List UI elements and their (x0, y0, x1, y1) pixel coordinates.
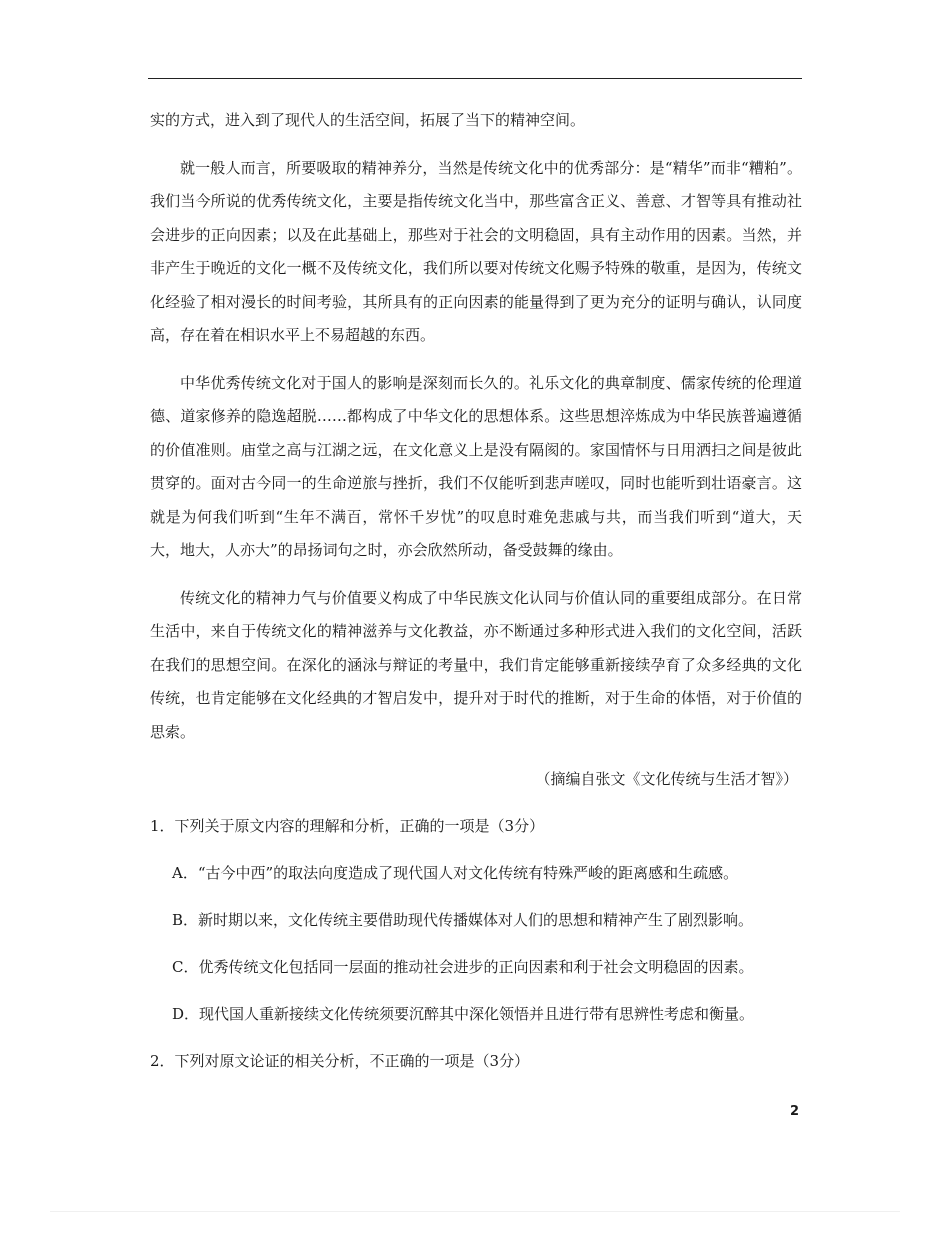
question-1-option-c: C．优秀传统文化包括同一层面的推动社会进步的正向因素和利于社会文明稳固的因素。 (172, 958, 754, 976)
page-number: 2 (790, 1104, 800, 1119)
source-citation: （摘编自张文《文化传统与生活才智》） (535, 770, 798, 788)
paragraph-identity: 传统文化的精神力气与价值要义构成了中华民族文化认同与价值认同的重要组成部分。在日常生活中，来自于传统文化的精神滋养与文化教益，亦不断通过多种形式进入我们的文化空间，活跃在我们的思想空间。在深化的涵泳与辩证的考量中，我们肯定能够重新接续孕育了众多经典的文化传统，也肯定能够在文化经典的才智启发中，提升对于时代的推断，对于生命的体悟，对于价值的思索。 (150, 588, 802, 741)
paragraph-influence: 中华优秀传统文化对于国人的影响是深刻而长久的。礼乐文化的典章制度、儒家传统的伦理道德、道家修养的隐逸超脱……都构成了中华文化的思想体系。这些思想淬炼成为中华民族普遍遵循的价值准则。庙堂之高与江湖之远，在文化意义上是没有隔阂的。家国情怀与日用洒扫之间是彼此贯穿的。面对古今同一的生命逆旅与挫折，我们不仅能听到悲声嗟叹，同时也能听到壮语豪言。这就是为何我们听到“生年不满百，常怀千岁忧”的叹息时难免悲戚与共，而当我们听到“道大，天大，地大，人亦大”的昂扬词句之时，亦会欣然所动，备受鼓舞的缘由。 (150, 373, 802, 559)
question-1-stem: 1．下列关于原文内容的理解和分析，正确的一项是（3分） (150, 817, 545, 835)
question-2-stem: 2．下列对原文论证的相关分析，不正确的一项是（3分） (150, 1052, 530, 1070)
footer-rule (50, 1211, 900, 1212)
paragraph-continued: 实的方式，进入到了现代人的生活空间，拓展了当下的精神空间。 (150, 111, 586, 129)
question-1-option-a: A．“古今中西”的取法向度造成了现代国人对文化传统有特殊严峻的距离感和生疏感。 (172, 864, 739, 882)
question-1-option-d: D．现代国人重新接续文化传统须要沉醉其中深化领悟并且进行带有思辨性考虑和衡量。 (172, 1005, 755, 1023)
paragraph-essence: 就一般人而言，所要吸取的精神养分，当然是传统文化中的优秀部分：是“精华”而非“糟粕”。我们当今所说的优秀传统文化，主要是指传统文化当中，那些富含正义、善意、才智等具有推动社会进步的正向因素；以及在此基础上，那些对于社会的文明稳固，具有主动作用的因素。当然，并非产生于晚近的文化一概不及传统文化，我们所以要对传统文化赐予特殊的敬重，是因为，传统文化经验了相对漫长的时间考验，其所具有的正向因素的能量得到了更为充分的证明与确认，认同度高，存在着在相识水平上不易超越的东西。 (150, 158, 802, 344)
question-1-option-b: B．新时期以来，文化传统主要借助现代传播媒体对人们的思想和精神产生了剧烈影响。 (172, 911, 754, 929)
document-body (150, 104, 802, 1078)
header-rule (148, 78, 802, 79)
